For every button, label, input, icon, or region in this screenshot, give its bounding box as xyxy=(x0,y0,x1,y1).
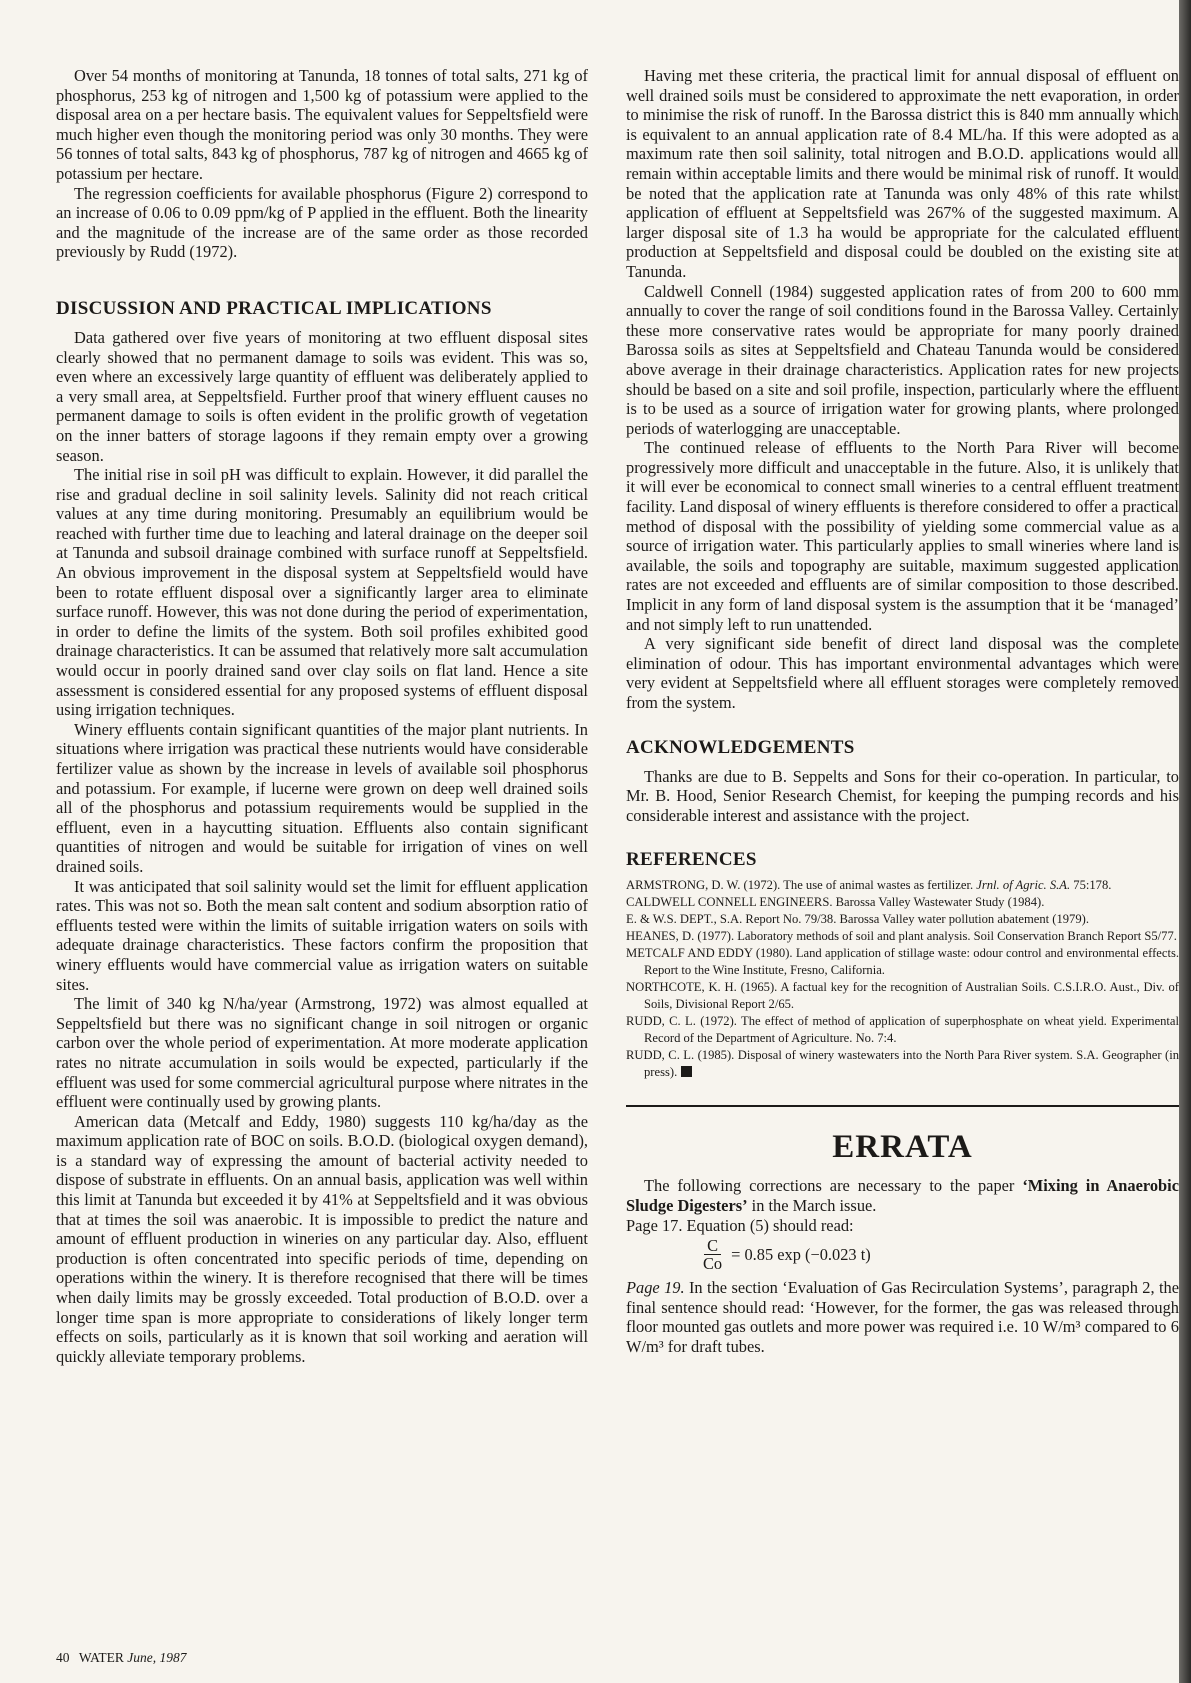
discussion-paragraph-2: The initial rise in soil pH was difficult to explain. However, it did parallel the rise and gradual decline in soil salinity levels. Salinity did not reach critical values at any time during monitoring. Presumably an equilibrium would be reached with further time due to leaching and lateral drainage on the deeper soil at Tanunda and subsoil drainage combined with surface runoff at Seppeltsfield. An obvious improvement in the disposal system at Seppeltsfield would have been to rotate effluent disposal over a significantly larger area to eliminate surface runoff. However, this was not done during the period of experimentation, in order to define the limits of the system. Both soil profiles exhibited good drainage characteristics. It can be assumed that relatively more salt accumulation would occur in poorly drained sand over clay soils on flat land. Hence a site assessment is considered essential for any proposed systems of effluent disposal using irrigation techniques. xyxy=(56,465,588,720)
reference-item: ARMSTRONG, D. W. (1972). The use of animal wastes as fertilizer. Jrnl. of Agric. S.A. 75:178. xyxy=(626,878,1112,893)
reference-item: E. & W.S. DEPT., S.A. Report No. 79/38. Barossa Valley water pollution abatement (1979). xyxy=(626,912,1089,927)
issue-date: June, 1987 xyxy=(127,1650,187,1665)
right-column xyxy=(626,66,1179,1357)
discussion-paragraph-5: The limit of 340 kg N/ha/year (Armstrong, 1972) was almost equalled at Seppeltsfield but there was no significant change in soil nitrogen or organic carbon over the whole period of experimentation. At more moderate application rates no nitrate accumulation in soils would be expected, particularly if the effluent was used for some commercial agricultural purpose where nitrates in the effluent were continually used by growing plants. xyxy=(56,994,588,1112)
references-list xyxy=(626,877,1179,1081)
equation-fraction xyxy=(700,1237,725,1272)
reference-item: CALDWELL CONNELL ENGINEERS. Barossa Valley Wastewater Study (1984). xyxy=(626,895,1045,910)
acknowledgements-text: Thanks are due to B. Seppelts and Sons for their co-operation. In particular, to Mr. B. Hood, Senior Research Chemist, for keeping the pumping records and his considerable interest and assistance with the project. xyxy=(626,766,1179,825)
equation-denominator: Co xyxy=(703,1254,723,1274)
intro-paragraph-2: The regression coefficients for available phosphorus (Figure 2) correspond to an increase of 0.06 to 0.09 ppm/kg of P applied in the effluent. Both the linearity and the magnitude of the increase are of the same order as those recorded previously by Rudd (1972). xyxy=(56,183,588,262)
caldwell-paragraph: Caldwell Connell (1984) suggested application rates of from 200 to 600 mm annually to cover the range of soil conditions found in the Barossa Valley. Certainly these more conservative rates would be appropriate for many poorly drained Barossa soils as sites at Seppeltsfield and Chateau Tanunda would be considered above average in their drainage characteristics. Application rates for new projects should be based on a site and soil profile, inspection, particularly where the effluent is to be used as a source of irrigation water for growing plants, where prolonged periods of waterlogging are unacceptable. xyxy=(626,281,1179,438)
errata-intro: The following corrections are necessary to the paper ‘Mixing in Anaerobic Sludge Digesters’ in the March issue. xyxy=(626,1176,1180,1215)
section-divider xyxy=(626,1105,1179,1107)
reference-item: NORTHCOTE, K. H. (1965). A factual key for the recognition of Australian Soils. C.S.I.R.O. Aust., Div. of Soils, Divisional Report 2/65. xyxy=(626,980,1179,1012)
page-footer xyxy=(56,1650,186,1666)
reference-item: RUDD, C. L. (1972). The effect of method of application of superphosphate on wheat yield. Experimental Record of the Department of Agriculture. No. 7:4. xyxy=(626,1014,1179,1046)
references-heading: REFERENCES xyxy=(626,849,757,871)
discussion-paragraph-6: American data (Metcalf and Eddy, 1980) suggests 110 kg/ha/day as the maximum application rate of BOC on soils. B.O.D. (biological oxygen demand), is a standard way of expressing the amount of bacterial activity needed to dispose of substrate in effluents. On an annual basis, application was well within this limit at Tanunda but exceeded it by 41% at Seppeltsfield and it was obvious that at times the soil was anaerobic. It is impossible to predict the nature and amount of effluent production in wineries on any particular day. Also, effluent production is often concentrated into specific periods of time, depending on operations within the winery. It is therefore recognised that there will be times when daily limits may be grossly exceeded. Total production of B.O.D. over a longer time span is more appropriate to considerations of likely longer term effects on soils, particularly as it is known that soil working and aeration will quickly alleviate temporary problems. xyxy=(56,1111,588,1366)
page-number: 40 xyxy=(56,1650,70,1665)
discussion-paragraph-1: Data gathered over five years of monitoring at two effluent disposal sites clearly showed that no permanent damage to soils was evident. This was so, even where an excessively large quantity of effluent was deliberately applied to a very small area, at Seppeltsfield. Further proof that winery effluent causes no permanent damage to soils is often evident in the prolific growth of vegetation on the inner batters of storage lagoons if they remain empty over a growing season. xyxy=(56,327,588,465)
left-column xyxy=(56,66,588,1366)
reference-item: METCALF AND EDDY (1980). Land application of stillage waste: odour control and environmental effects. Report to the Wine Institute, Fresno, California. xyxy=(626,946,1179,978)
intro-paragraph-1: Over 54 months of monitoring at Tanunda, 18 tonnes of total salts, 271 kg of phosphorus, 253 kg of nitrogen and 1,500 kg of potassium were applied to the disposal area on a per hectare basis. The equivalent values for Seppeltsfield were much higher even though the monitoring period was only 30 months. They were 56 tonnes of total salts, 843 kg of phosphorus, 787 kg of nitrogen and 4665 kg of potassium per hectare. xyxy=(56,66,588,183)
odour-paragraph: A very significant side benefit of direct land disposal was the complete elimination of odour. This has important environmental advantages which were very evident at Seppeltsfield where all effluent storages were completely removed from the system. xyxy=(626,634,1179,712)
equation-numerator: C xyxy=(704,1237,721,1255)
reference-item: HEANES, D. (1977). Laboratory methods of soil and plant analysis. Soil Conservation Branch Report S5/77. xyxy=(626,929,1177,944)
discussion-paragraph-4: It was anticipated that soil salinity would set the limit for effluent application rates. This was not so. Both the mean salt content and sodium absorption ratio of effluents tested were within the limits of suitable irrigation waters on soils with adequate drainage characteristics. These factors confirm the proposition that winery effluents would have commercial value as irrigation waters on suitable sites. xyxy=(56,876,588,994)
north-para-paragraph: The continued release of effluents to the North Para River will become progressively more difficult and unacceptable in the future. Also, it is unlikely that it will ever be economical to connect small wineries to a central effluent treatment facility. Land disposal of winery effluents is therefore considered to offer a practical method of disposal with the possibility of yielding some commercial value as a source of irrigation water. This particularly applies to small wineries where land is available, the soils and topography are suitable, maximum suggested application rates are not exceeded and effluents are of similar composition to those described. Implicit in any form of land disposal system is the assumption that it be ‘managed’ and not simply left to run unattended. xyxy=(626,438,1179,634)
end-mark-icon xyxy=(681,1066,692,1077)
errata-page19: Page 19. In the section ‘Evaluation of Gas Recirculation Systems’, paragraph 2, the final sentence should read: ‘However, for the former, the gas was released through floor mounted gas outlets and more power was required i.e. 10 W/m³ compared to 6 W/m³ for draft tubes. xyxy=(626,1278,1180,1356)
equation-rhs: = 0.85 exp (−0.023 t) xyxy=(731,1244,871,1264)
acknowledgements-heading: ACKNOWLEDGEMENTS xyxy=(626,736,855,758)
equation-5 xyxy=(700,1237,1179,1272)
magazine-name: WATER xyxy=(78,1650,124,1665)
errata-page17: Page 17. Equation (5) should read: xyxy=(626,1215,854,1235)
discussion-heading: DISCUSSION AND PRACTICAL IMPLICATIONS xyxy=(56,297,492,319)
errata-title: ERRATA xyxy=(832,1129,973,1166)
reference-item: RUDD, C. L. (1985). Disposal of winery wastewaters into the North Para River system. S.A. Geographer (in press). xyxy=(626,1048,1179,1080)
page-edge-shadow xyxy=(1179,0,1191,1683)
discussion-paragraph-3: Winery effluents contain significant quantities of the major plant nutrients. In situations where irrigation was practical these nutrients would have considerable fertilizer value as shown by the increase in levels of available soil phosphorus and potassium. For example, if lucerne were grown on deep well drained soils all of the phosphorus and potassium requirements would be supplied in the effluent, even in a haycutting situation. Effluents also contain significant quantities of nitrogen and would be suitable for irrigation of vines on well drained soils. xyxy=(56,719,588,876)
criteria-paragraph: Having met these criteria, the practical limit for annual disposal of effluent on well drained soils must be considered to approximate the nett evaporation, in order to minimise the risk of runoff. In the Barossa district this is 840 mm annually which is equivalent to an annual application rate of 8.4 ML/ha. If this were adopted as a maximum rate then soil salinity, total nitrogen and B.O.D. applications would all remain within acceptable limits and there would be minimal risk of runoff. It would be noted that the application rate at Tanunda was only 48% of this rate whilst application of effluent at Seppeltsfield was 267% of the suggested maximum. A larger disposal site of 1.3 ha would be appropriate for the calculated effluent production at Seppeltsfield and disposal could be doubled on the existing site at Tanunda. xyxy=(626,66,1179,281)
